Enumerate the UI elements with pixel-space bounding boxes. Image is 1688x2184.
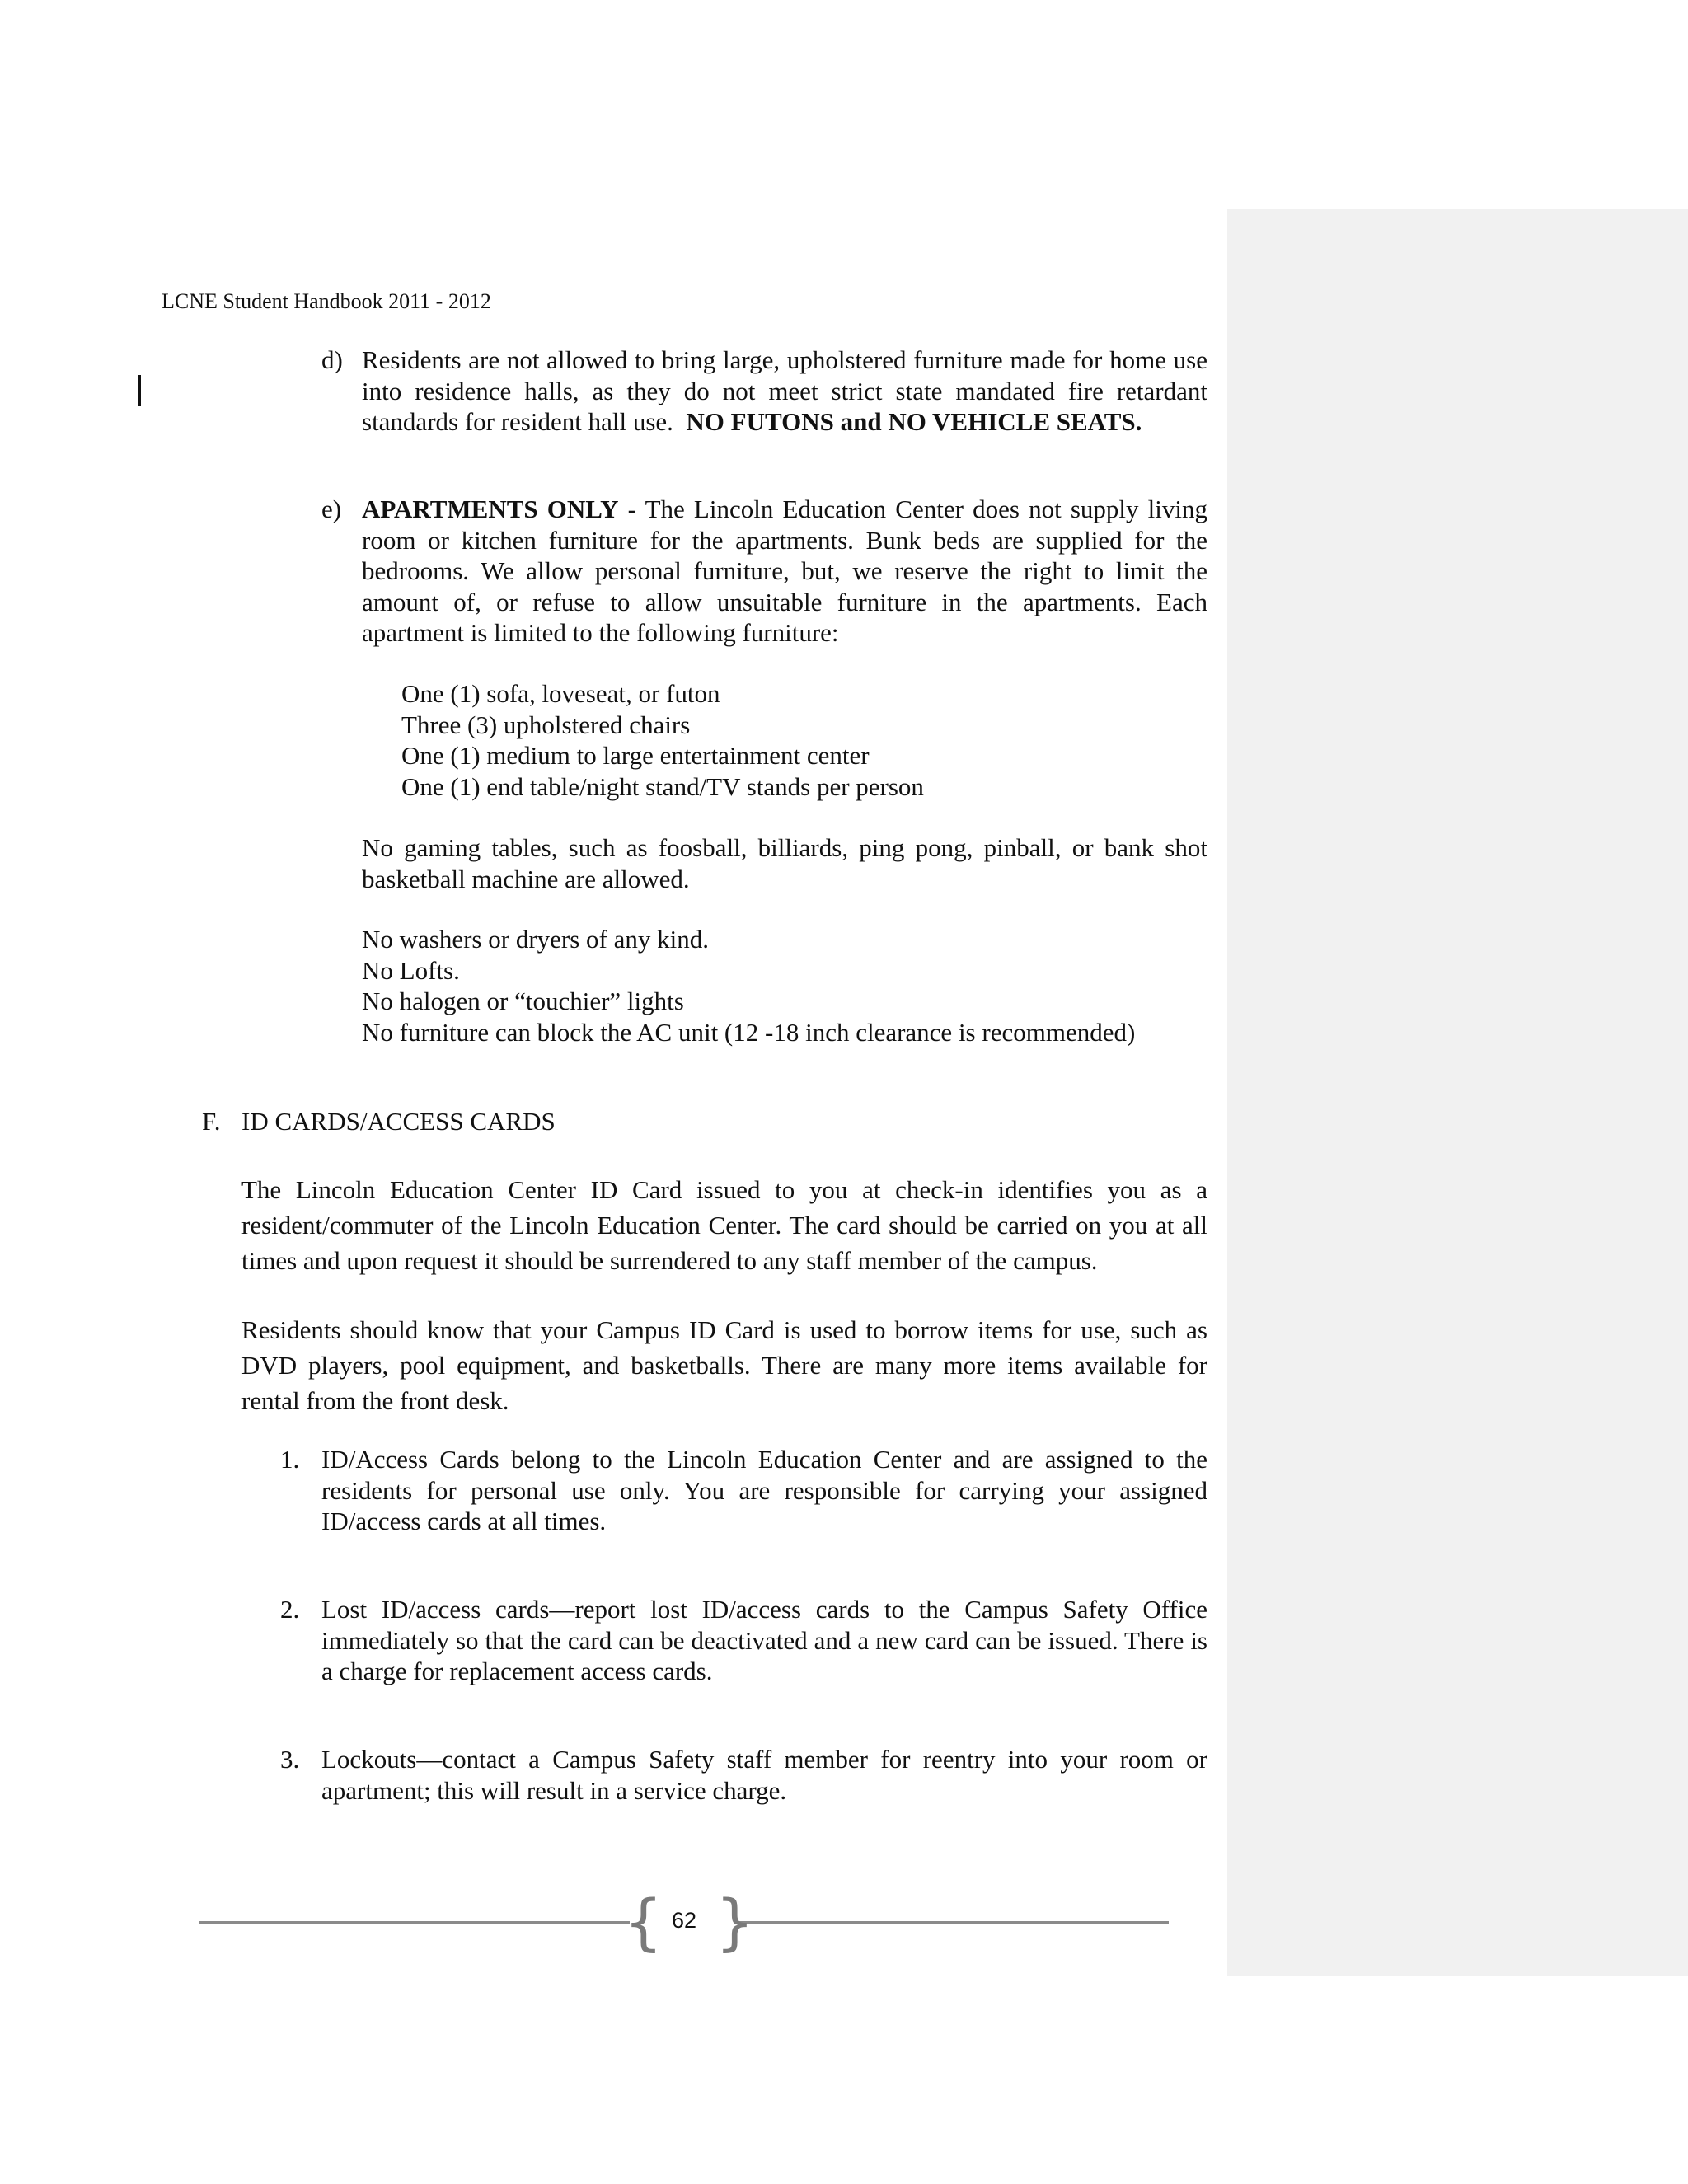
list-marker: e) [321, 494, 342, 523]
furniture-item: One (1) medium to large entertainment center [401, 741, 870, 770]
furniture-item: One (1) end table/night stand/TV stands per person [401, 771, 924, 801]
list-marker: 3. [280, 1745, 300, 1774]
restriction-item: No washers or dryers of any kind. [362, 925, 709, 954]
section-f-paragraph-1: The Lincoln Education Center ID Card issued to you at check-in identifies you as a resident/commuter of the Lincoln Education Center. The card should be carried on you at all times and upon request it should be surrendered to any staff member of the campus. [241, 1175, 1207, 1275]
furniture-list [401, 678, 924, 802]
list-marker: 1. [280, 1445, 300, 1474]
numbered-item-3 [280, 1744, 1207, 1806]
item-e-bold-heading: APARTMENTS ONLY [362, 494, 619, 523]
restriction-item: No halogen or “touchier” lights [362, 987, 684, 1015]
restriction-item: No Lofts. [362, 955, 460, 985]
section-f-paragraph-2: Residents should know that your Campus ID Card is used to borrow items for use, such as DVD players, pool equipment, and basketballs. There are many more items available for rental from the front desk. [241, 1315, 1207, 1415]
item-d-text: Residents are not allowed to bring large, upholstered furniture made for home use into residence halls, as they do not meet strict state mandated fire retardant standards for resident hall use. [362, 345, 1207, 436]
numbered-item-1 [280, 1444, 1207, 1537]
comment-pane [1227, 209, 1688, 1976]
list-item-text: Lost ID/access cards—report lost ID/access cards to the Campus Safety Office immediately so that the card can be deactivated and a new card can be issued. There is a charge for replacement access cards. [321, 1595, 1207, 1685]
section-title: ID CARDS/ACCESS CARDS [241, 1107, 556, 1136]
footer-brace-right: } [715, 1887, 755, 1958]
furniture-item: One (1) sofa, loveseat, or futon [401, 679, 720, 708]
page-header: LCNE Student Handbook 2011 - 2012 [162, 289, 491, 313]
gaming-note: No gaming tables, such as foosball, billiards, ping pong, pinball, or bank shot basketball machine are allowed. [362, 833, 1207, 893]
list-marker: d) [321, 345, 343, 374]
section-f-heading [202, 1106, 556, 1137]
restriction-item: No furniture can block the AC unit (12 -18 inch clearance is recommended) [362, 1017, 1136, 1047]
change-bar [138, 375, 141, 406]
list-item-text: Lockouts—contact a Campus Safety staff member for reentry into your room or apartment; this will result in a service charge. [321, 1745, 1207, 1805]
list-item-text: ID/Access Cards belong to the Lincoln Education Center and are assigned to the residents for personal use only. You are responsible for carrying your assigned ID/access cards at all times. [321, 1445, 1207, 1535]
list-item-e [321, 494, 1207, 649]
footer-rule-left [199, 1921, 630, 1924]
numbered-item-2 [280, 1594, 1207, 1687]
list-marker: 2. [280, 1595, 300, 1624]
section-marker: F. [202, 1107, 221, 1136]
footer-brace-left: { [624, 1887, 663, 1958]
list-item-text [362, 494, 1207, 649]
furniture-item: Three (3) upholstered chairs [401, 710, 691, 739]
list-item-d [321, 344, 1207, 438]
page-number: 62 [671, 1908, 697, 1933]
restrictions-list [362, 924, 1135, 1047]
list-item-text [362, 344, 1207, 438]
item-d-bold-note: NO FUTONS and NO VEHICLE SEATS. [686, 407, 1142, 436]
item-e-text: - The Lincoln Education Center does not supply living room or kitchen furniture for the apartments. Bunk beds are supplied for the bedrooms. We allow personal furniture, but, we reserve the right to limit the amount of, or refuse to allow unsuitable furniture in the apartments. Each apartment is limited to the following furniture: [362, 494, 1207, 647]
footer-rule-right [734, 1921, 1169, 1924]
